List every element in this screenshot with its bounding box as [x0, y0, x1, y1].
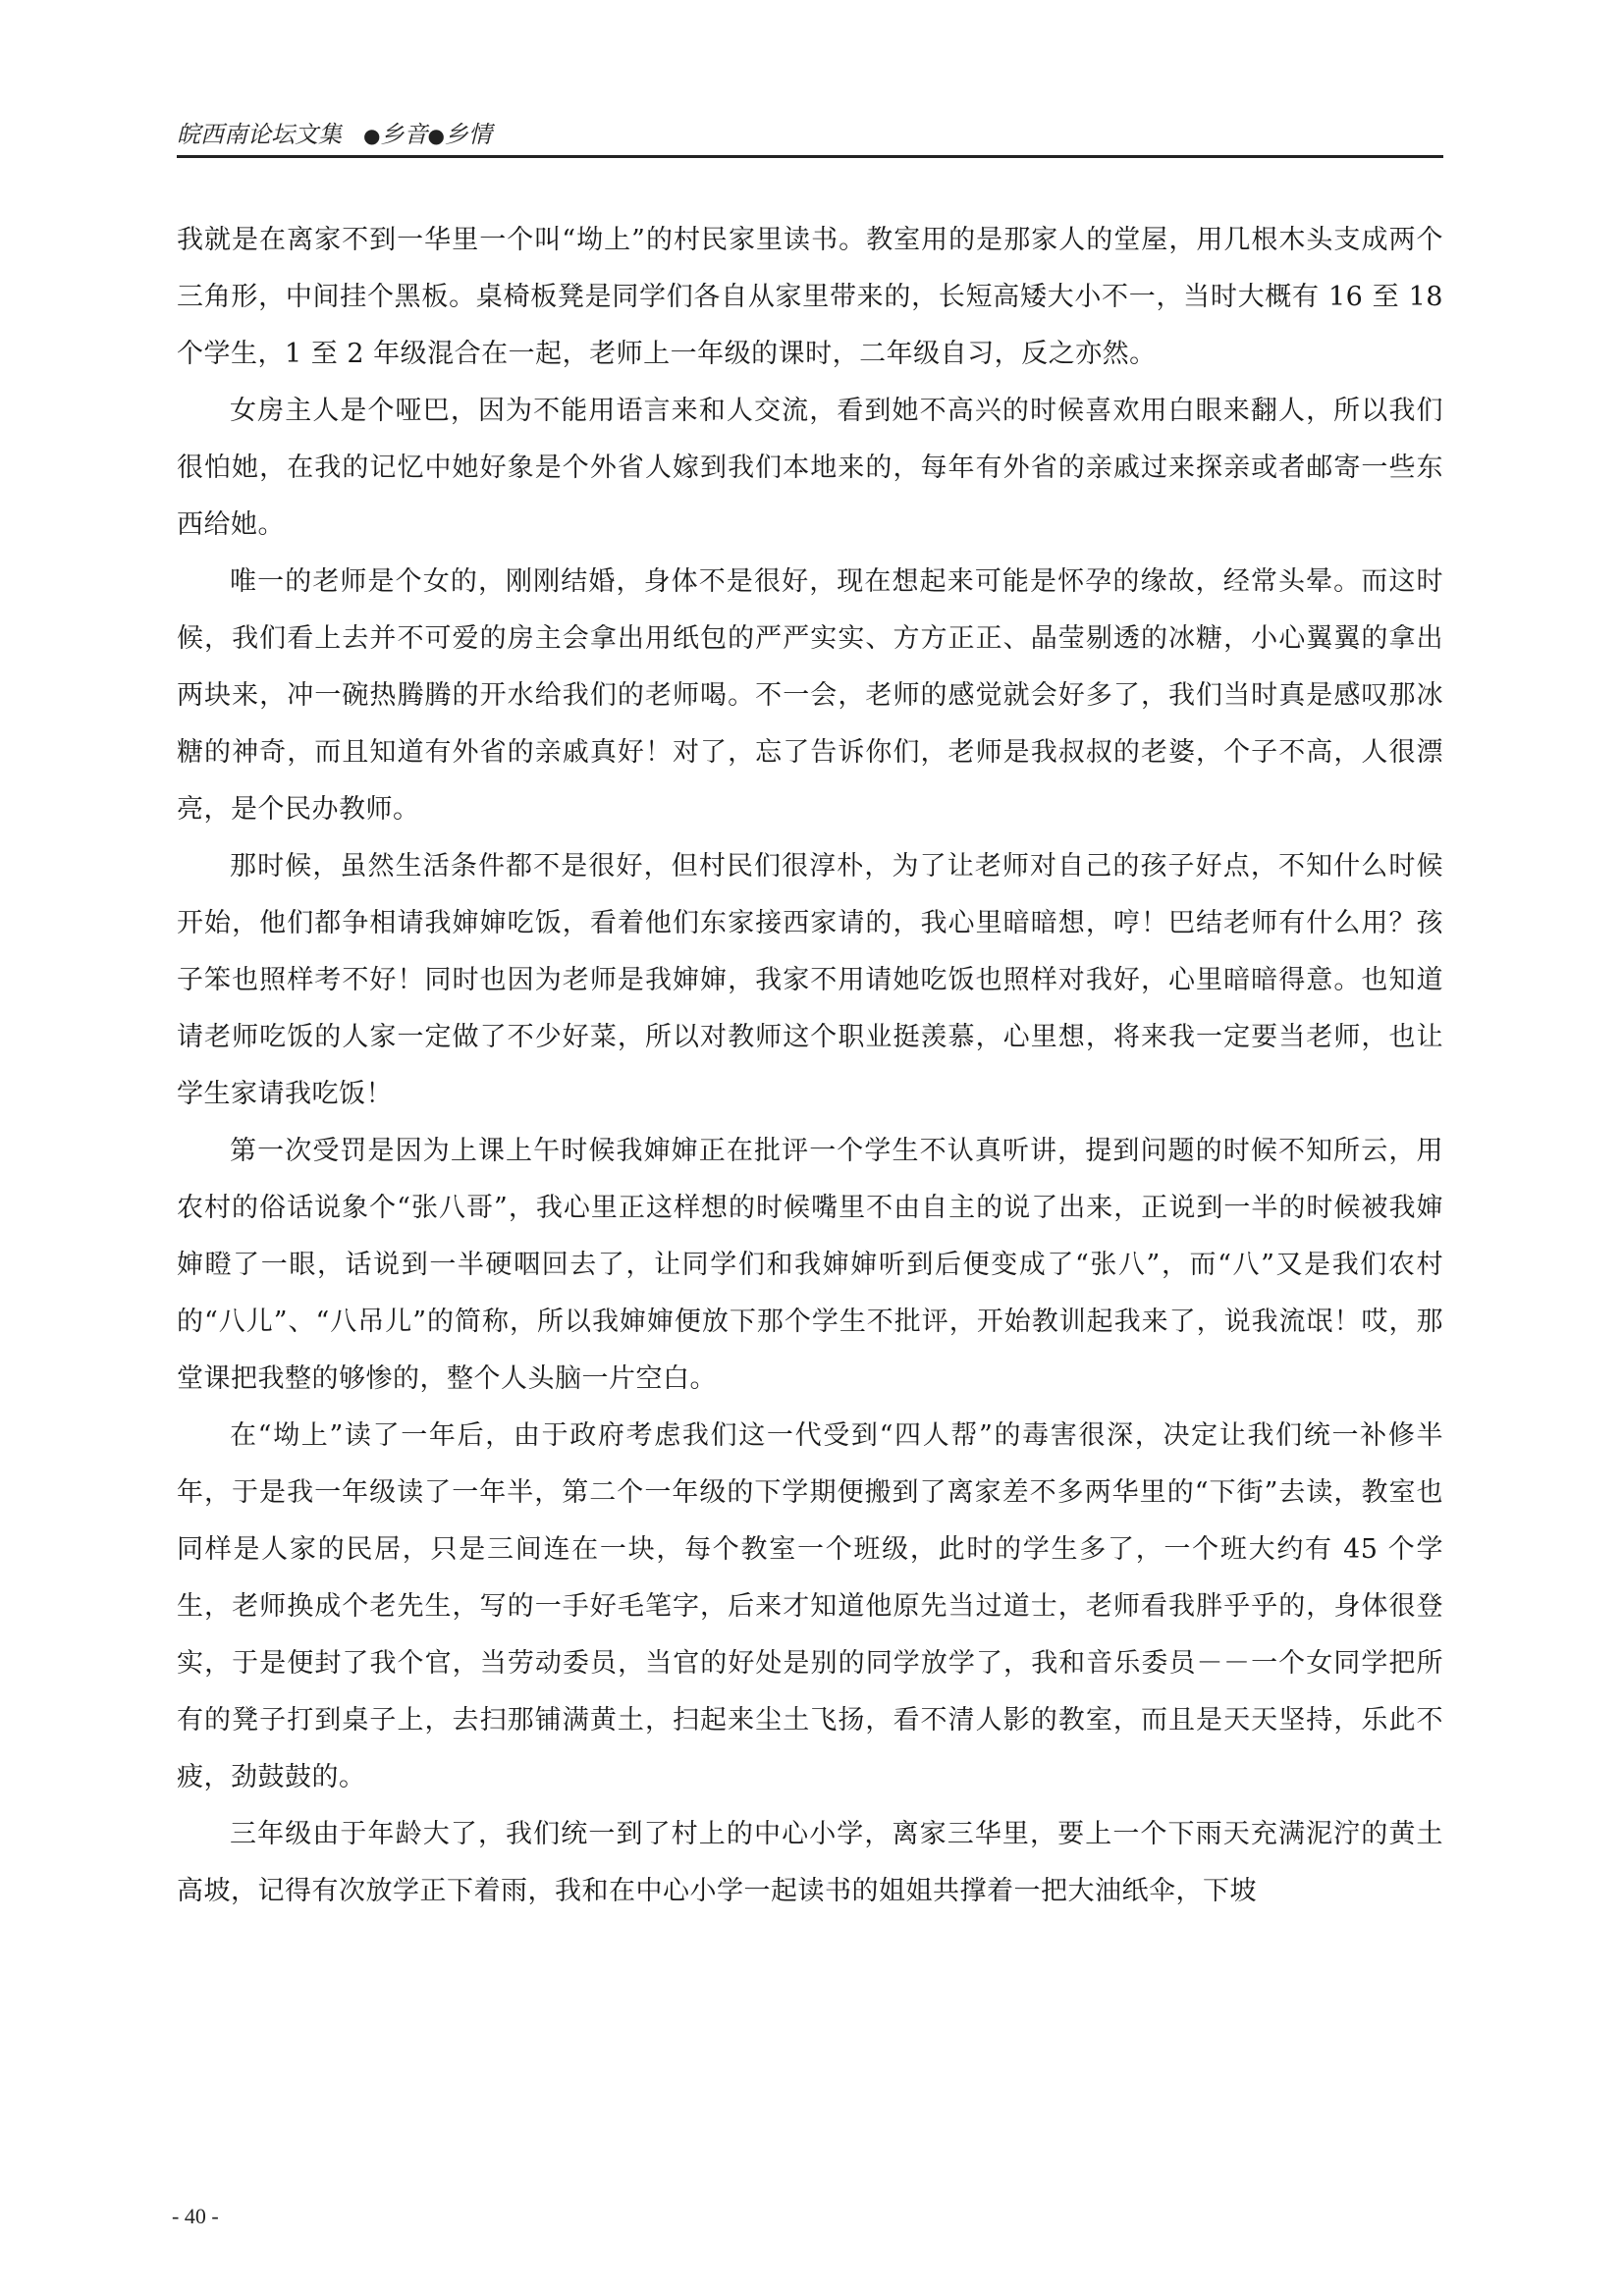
page-number: - 40 - — [172, 2204, 219, 2228]
section-title-1: 乡音 — [380, 121, 428, 148]
paragraph-5: 第一次受罚是因为上课上午时候我婶婶正在批评一个学生不认真听讲，提到问题的时候不知所云，用农村的俗话说象个“张八哥”，我心里正这样想的时候嘴里不由自主的说了出来，正说到一半的时候被我婶婶瞪了一眼，话说到一半硬咽回去了，让同学们和我婶婶听到后便变成了“张八”，而“八”又是我们农村的“八儿”、“八吊儿”的简称，所以我婶婶便放下那个学生不批评，开始教训起我来了，说我流氓！哎，那堂课把我整的够惨的，整个人头脑一片空白。 — [177, 1136, 1443, 1394]
article-body — [177, 212, 1443, 1920]
paragraph-2: 女房主人是个哑巴，因为不能用语言来和人交流，看到她不高兴的时候喜欢用白眼来翻人，所以我们很怕她，在我的记忆中她好象是个外省人嫁到我们本地来的，每年有外省的亲戚过来探亲或者邮寄一些东西给她。 — [177, 396, 1443, 540]
section-title-2: 乡情 — [444, 121, 492, 148]
book-title: 皖西南论坛文集 — [177, 121, 342, 148]
header-text — [177, 115, 492, 149]
running-header — [177, 110, 1443, 158]
paragraph-4: 那时候，虽然生活条件都不是很好，但村民们很淳朴，为了让老师对自己的孩子好点，不知什么时候开始，他们都争相请我婶婶吃饭，看着他们东家接西家请的，我心里暗暗想，哼！巴结老师有什么用？孩子笨也照样考不好！同时也因为老师是我婶婶，我家不用请她吃饭也照样对我好，心里暗暗得意。也知道请老师吃饭的人家一定做了不少好菜，所以对教师这个职业挺羡慕，心里想，将来我一定要当老师，也让学生家请我吃饭！ — [177, 851, 1443, 1109]
paragraph-3: 唯一的老师是个女的，刚刚结婚，身体不是很好，现在想起来可能是怀孕的缘故，经常头晕。而这时候，我们看上去并不可爱的房主会拿出用纸包的严严实实、方方正正、晶莹剔透的冰糖，小心翼翼的拿出两块来，冲一碗热腾腾的开水给我们的老师喝。不一会，老师的感觉就会好多了，我们当时真是感叹那冰糖的神奇，而且知道有外省的亲戚真好！对了，忘了告诉你们，老师是我叔叔的老婆，个子不高，人很漂亮，是个民办教师。 — [177, 566, 1443, 825]
paragraph-7: 三年级由于年龄大了，我们统一到了村上的中心小学，离家三华里，要上一个下雨天充满泥泞的黄土高坡，记得有次放学正下着雨，我和在中心小学一起读书的姐姐共撑着一把大油纸伞，下坡 — [177, 1819, 1443, 1906]
bullet-icon: ● — [427, 124, 445, 147]
paragraph-1: 我就是在离家不到一华里一个叫“坳上”的村民家里读书。教室用的是那家人的堂屋，用几根木头支成两个三角形，中间挂个黑板。桌椅板凳是同学们各自从家里带来的，长短高矮大小不一，当时大概有 16 至 18 个学生，1 至 2 年级混合在一起，老师上一年级的课时，二年级自习，反之亦然。 — [177, 225, 1443, 369]
paragraph-6: 在“坳上”读了一年后，由于政府考虑我们这一代受到“四人帮”的毒害很深，决定让我们统一补修半年，于是我一年级读了一年半，第二个一年级的下学期便搬到了离家差不多两华里的“下街”去读，教室也同样是人家的民居，只是三间连在一块，每个教室一个班级，此时的学生多了，一个班大约有 45 个学生，老师换成个老先生，写的一手好毛笔字，后来才知道他原先当过道士，老师看我胖乎乎的，身体很登实，于是便封了我个官，当劳动委员，当官的好处是别的同学放学了，我和音乐委员－－一个女同学把所有的凳子打到桌子上，去扫那铺满黄土，扫起来尘土飞扬，看不清人影的教室，而且是天天坚持，乐此不疲，劲鼓鼓的。 — [177, 1420, 1443, 1792]
bullet-icon: ● — [363, 124, 381, 147]
